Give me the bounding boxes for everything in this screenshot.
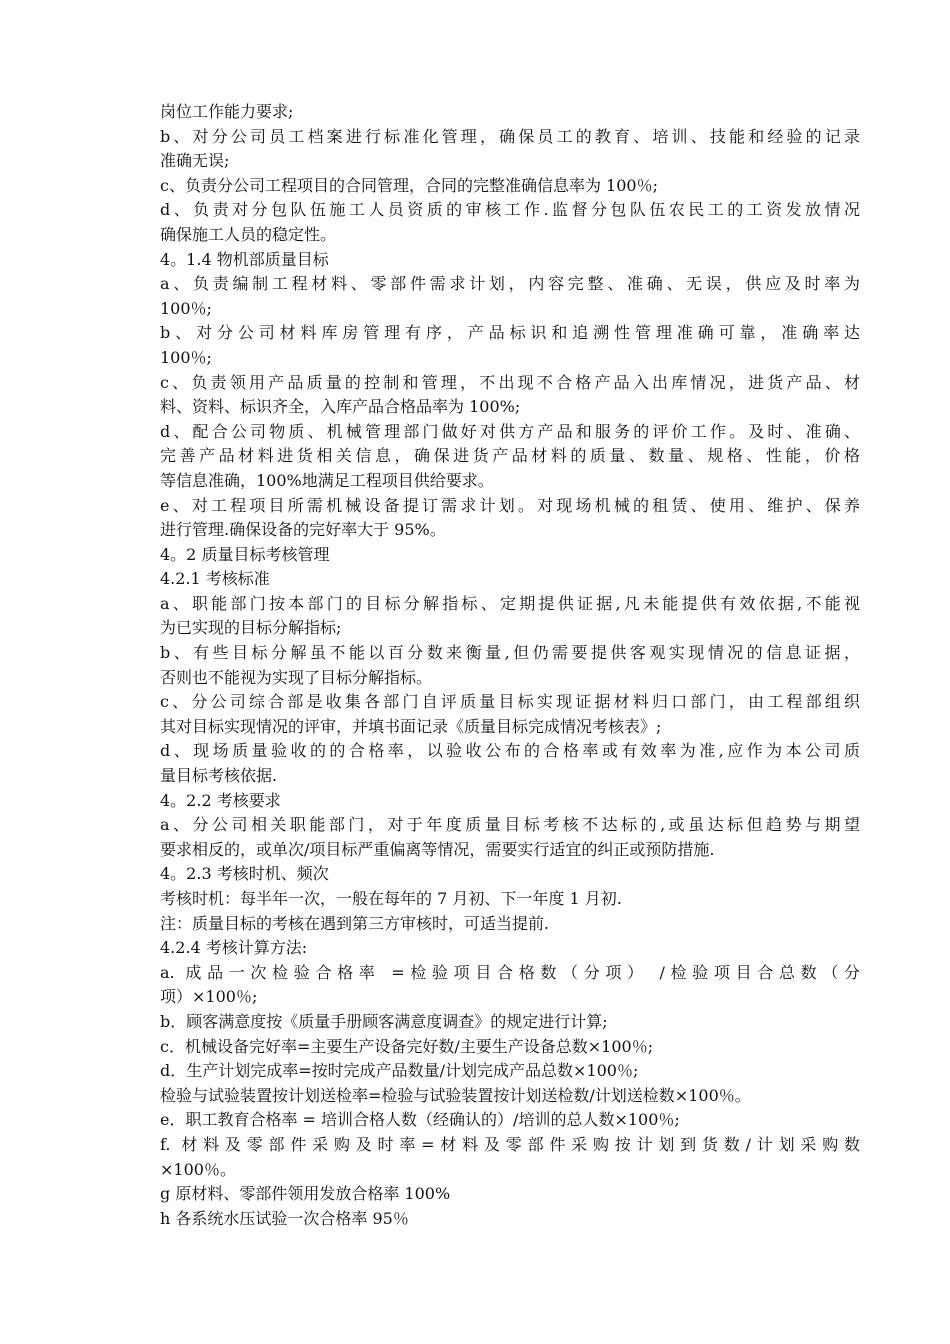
text-line: 考核时机：每半年一次，一般在每年的 7 月初、下一年度 1 月初. — [160, 889, 622, 908]
section-heading: 4。2.2 考核要求 — [160, 790, 281, 810]
text-line: 要求相反的，或单次/项目标严重偏离等情况，需要实行适宜的纠正或预防措施. — [160, 839, 715, 859]
text-line: a、分公司相关职能部门，对于年度质量目标考核不达标的,或虽达标但趋势与期望 — [160, 815, 860, 835]
text-line: b、有些目标分解虽不能以百分数来衡量,但仍需要提供客观实现情况的信息证据， — [160, 643, 860, 663]
text-line: g 原材料、零部件领用发放合格率 100% — [160, 1184, 451, 1204]
section-heading: 4.2.1 考核标准 — [160, 569, 270, 589]
section-heading: 4。1.4 物机部质量目标 — [160, 249, 329, 269]
text-line: c、分公司综合部是收集各部门自评质量目标实现证据材料归口部门，由工程部组织 — [160, 692, 860, 712]
text-line: 确保施工人员的稳定性。 — [160, 224, 337, 244]
text-line: a、负责编制工程材料、零部件需求计划，内容完整、准确、无误，供应及时率为 — [160, 274, 860, 294]
text-line: d、配合公司物质、机械管理部门做好对供方产品和服务的评价工作。及时、准确、 — [160, 421, 860, 441]
text-line: 等信息准确，100%地满足工程项目供给要求。 — [160, 470, 494, 490]
document-body — [160, 100, 860, 1231]
text-line: e．职工教育合格率 = 培训合格人数（经确认的）/培训的总人数×100％; — [160, 1110, 680, 1130]
text-line: d．生产计划完成率=按时完成产品数量/计划完成产品总数×100％; — [160, 1061, 639, 1081]
text-line: 完善产品材料进货相关信息，确保进货产品材料的质量、数量、规格、性能，价格 — [160, 446, 860, 466]
text-line: c．机械设备完好率=主要生产设备完好数/主要生产设备总数×100％; — [160, 1036, 654, 1056]
text-line: 检验与试验装置按计划送检率=检验与试验装置按计划送检数/计划送检数×100％。 — [160, 1085, 751, 1105]
text-line: 料、资料、标识齐全，入库产品合格品率为 100%; — [160, 397, 521, 417]
text-line: 其对目标实现情况的评审，并填书面记录《质量目标完成情况考核表》; — [160, 716, 662, 736]
text-line: a、职能部门按本部门的目标分解指标、定期提供证据,凡未能提供有效依据,不能视 — [160, 593, 860, 613]
section-heading: 4.2.4 考核计算方法: — [160, 938, 308, 958]
text-line: c、负责领用产品质量的控制和管理，不出现不合格产品入出库情况，进货产品、材 — [160, 372, 860, 392]
text-line: b、对分公司材料库房管理有序，产品标识和追溯性管理准确可靠，准确率达 — [160, 323, 860, 343]
text-line: e、对工程项目所需机械设备提订需求计划。对现场机械的租赁、使用、维护、保养 — [160, 495, 860, 515]
text-line: 进行管理.确保设备的完好率大于 95%。 — [160, 520, 446, 540]
section-heading: 4。2.3 考核时机、频次 — [160, 864, 329, 884]
text-line: 100％; — [160, 298, 212, 318]
text-line: d、现场质量验收的的合格率，以验收公布的合格率或有效率为准,应作为本公司质 — [160, 741, 860, 761]
text-line: c、负责分公司工程项目的合同管理，合同的完整准确信息率为 100％; — [160, 175, 658, 195]
text-line: d、负责对分包队伍施工人员资质的审核工作.监督分包队伍农民工的工资发放情况 — [160, 200, 860, 220]
text-line: 岗位工作能力要求; — [160, 102, 294, 121]
text-line: 注：质量目标的考核在遇到第三方审核时，可适当提前. — [160, 913, 550, 933]
text-line: 否则也不能视为实现了目标分解指标。 — [160, 667, 433, 687]
text-line: b．顾客满意度按《质量手册顾客满意度调查》的规定进行计算; — [160, 1011, 608, 1031]
text-line: f. 材料及零部件采购及时率=材料及零部件采购按计划到货数/计划采购数 — [160, 1134, 860, 1154]
text-line: 量目标考核依据. — [160, 766, 278, 786]
text-line: 项）×100％; — [160, 987, 258, 1007]
text-line: 准确无误; — [160, 151, 230, 171]
text-line: b、对分公司员工档案进行标准化管理，确保员工的教育、培训、技能和经验的记录 — [160, 126, 860, 146]
section-heading: 4。2 质量目标考核管理 — [160, 544, 330, 564]
text-line: ×100％。 — [160, 1159, 236, 1179]
text-line: a. 成品一次检验合格率 =检验项目合格数（分项） /检验项目合总数（分 — [160, 962, 860, 982]
text-line: 100％; — [160, 347, 212, 367]
text-line: 为已实现的目标分解指标; — [160, 618, 342, 638]
text-line: h 各系统水压试验一次合格率 95％ — [160, 1208, 409, 1228]
